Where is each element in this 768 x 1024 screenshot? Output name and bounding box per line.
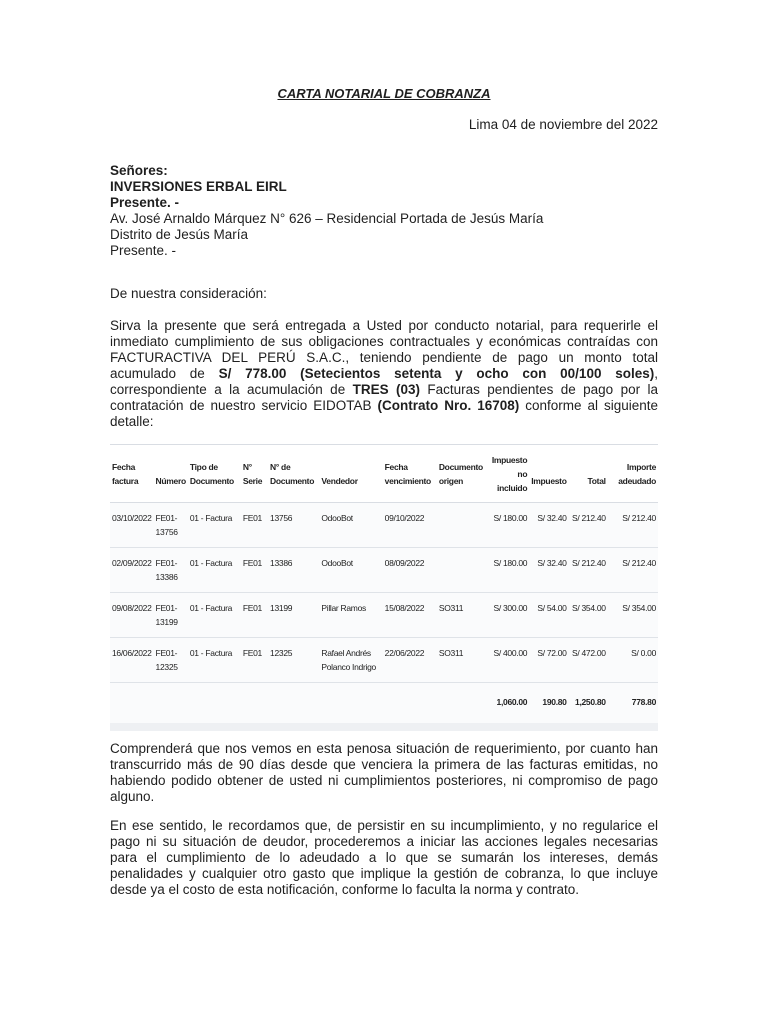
p1-text-3: Facturas pendientes de pago por la contratación de nuestro servicio EIDOTAB [110,382,658,413]
p1-invoice-count: TRES (03) [352,382,420,397]
empty-cell [268,683,319,723]
table-cell: FE01 [242,603,262,613]
table-cell: S/ 472.00 [572,648,606,658]
recipient-address: Av. José Arnaldo Márquez N° 626 – Residencial Portada de Jesús María [110,211,544,226]
table-cell: Pillar Ramos [321,603,366,613]
column-header-line [571,460,606,474]
column-header [383,445,437,503]
column-header [110,445,154,503]
column-header [188,445,241,503]
column-header [154,445,188,503]
column-header-line: Documento [438,461,483,472]
table-cell: 08/09/2022 [384,558,425,568]
column-header-line: vencimiento [384,475,431,486]
table-footer-bar [110,723,658,731]
table-cell: S/ 180.00 [493,513,528,523]
table-cell: 15/08/2022 [384,603,425,613]
table-cell: SO311 [438,603,464,613]
recipient-block [110,163,658,259]
table-cell: S/ 0.00 [631,648,656,658]
column-header [241,445,268,503]
table-cell: 09/10/2022 [384,513,425,523]
table-cell: S/ 212.40 [622,558,656,568]
empty-cell [154,683,188,723]
table-cell: SO311 [438,648,464,658]
p1-amount: S/ 778.00 (Setecientos setenta y ocho con 00/100 soles) [218,366,655,381]
table-cell: 02/09/2022 [112,558,152,568]
table-cell: OdooBot [321,513,353,523]
column-header-line: Serie [242,475,263,486]
table-cell: S/ 54.00 [537,603,567,613]
table-cell: 16/06/2022 [112,648,152,658]
table-row [110,503,658,548]
table-cell: FE01-13386 [155,558,178,582]
salutation: Señores: [110,163,168,178]
empty-cell [241,683,268,723]
column-header-line: Número [155,475,186,486]
total-cell: 1,060.00 [496,697,528,707]
total-cell: 1,250.80 [575,697,606,707]
p1-text-2: , correspondiente a la acumulación de [110,366,658,397]
column-header [437,445,490,503]
column-header-line: Total [587,475,606,486]
table-cell: 01 - Factura [189,513,233,523]
table-cell: 13199 [270,603,293,613]
total-cell: 778.80 [631,697,656,707]
table-body [110,503,658,723]
totals-row [110,683,658,723]
column-header [569,445,608,503]
total-cell: 190.80 [542,697,567,707]
table-cell: S/ 212.40 [572,558,606,568]
table-cell: 12325 [270,648,293,658]
table-cell [437,503,490,548]
table-cell: S/ 400.00 [493,648,528,658]
presente: Presente. - [110,243,177,258]
invoice-table [110,444,658,723]
column-header-line: Tipo de [189,461,218,472]
column-header-line: Vendedor [321,475,358,486]
paragraph-request [110,318,658,430]
paragraph-situation: Comprenderá que nos vemos en esta penosa situación de requerimiento, por cuanto han transcurrido más de 90 días desde que venciera la primera de las facturas emitidas, no habiendo podido obtener de usted ni cumplimientos posteriores, ni compromiso de pago alguno. [110,741,658,804]
table-cell: S/ 32.40 [537,558,567,568]
table-cell: 13756 [270,513,293,523]
column-header-line [321,460,380,474]
table-cell: 13386 [270,558,293,568]
column-header-line [156,460,186,474]
table-cell: S/ 354.00 [622,603,656,613]
table-cell: 22/06/2022 [384,648,425,658]
table-cell: FE01-13756 [155,513,178,537]
recipient-district: Distrito de Jesús María [110,227,249,242]
column-header [268,445,319,503]
table-cell: S/ 212.40 [622,513,656,523]
recipient-company: INVERSIONES ERBAL EIRL [110,179,287,194]
table-cell: FE01-13199 [155,603,178,627]
table-cell: S/ 180.00 [493,558,528,568]
column-header-line: Impuesto no [491,454,528,479]
empty-cell [319,683,382,723]
table-row [110,548,658,593]
column-header-line: origen [438,475,464,486]
table-cell: FE01-12325 [155,648,178,672]
table-cell: FE01 [242,513,262,523]
column-header [319,445,382,503]
presente-bold: Presente. - [110,195,180,210]
column-header [529,445,568,503]
column-header-line: Impuesto [531,475,567,486]
column-header-line: N° [242,461,252,472]
column-header-line: N° de [270,461,291,472]
column-header-line: Fecha [384,461,408,472]
p1-text-1: Sirva la presente que será entregada a Usted por conducto notarial, para requerirle el inmediato cumplimiento de sus obligaciones contractuales y económicas contraídas con FACTURACTIVA DEL PERÚ S.A.C., teniendo pendiente de pago un monto total acumulado de [110,318,658,381]
table-cell: S/ 212.40 [572,513,606,523]
column-header-line: Fecha [112,461,136,472]
table-cell: S/ 354.00 [572,603,606,613]
p1-text-4: conforme al siguiente detalle: [110,398,658,429]
table-cell: S/ 32.40 [537,513,567,523]
table-cell [437,548,490,593]
letter-date: Lima 04 de noviembre del 2022 [468,117,658,132]
table-cell: 01 - Factura [189,558,233,568]
column-header-line: incluido [497,482,528,493]
table-cell: 03/10/2022 [112,513,152,523]
column-header-line: Documento [270,475,315,486]
column-header-line: Documento [189,475,234,486]
paragraph-warning: En ese sentido, le recordamos que, de persistir en su incumplimiento, y no regularice el pago ni su situación de deudor, procederemos a iniciar las acciones legales necesarias para el cumplimiento de lo adeudado a lo que se sumarán los intereses, demás penalidades y cualquier otro gasto que implique la gestión de cobranza, lo que incluye desde ya el costo de esta notificación, conforme lo faculta la norma y contrato. [110,818,658,897]
column-header-line: Importe [626,461,656,472]
table-row [110,593,658,638]
table-cell: 09/08/2022 [112,603,152,613]
table-cell: S/ 300.00 [493,603,528,613]
letter-title: CARTA NOTARIAL DE COBRANZA [277,86,491,101]
table-row [110,638,658,683]
table-cell: FE01 [242,648,262,658]
invoice-table-wrapper [110,444,658,722]
table-cell: OdooBot [321,558,353,568]
empty-cell [437,683,490,723]
column-header [490,445,529,503]
consideration-line: De nuestra consideración: [110,286,267,301]
table-header-row [110,445,658,503]
column-header-line: adeudado [618,475,656,486]
table-cell: Rafael Andrés Polanco Indrigo [321,648,376,672]
empty-cell [110,683,154,723]
table-cell: 01 - Factura [189,648,233,658]
column-header-line [531,460,566,474]
empty-cell [383,683,437,723]
empty-cell [188,683,241,723]
table-cell: FE01 [242,558,262,568]
p1-contract: (Contrato Nro. 16708) [377,398,520,413]
column-header [608,445,658,503]
table-cell: 01 - Factura [189,603,233,613]
table-cell: S/ 72.00 [537,648,567,658]
column-header-line: factura [112,475,139,486]
